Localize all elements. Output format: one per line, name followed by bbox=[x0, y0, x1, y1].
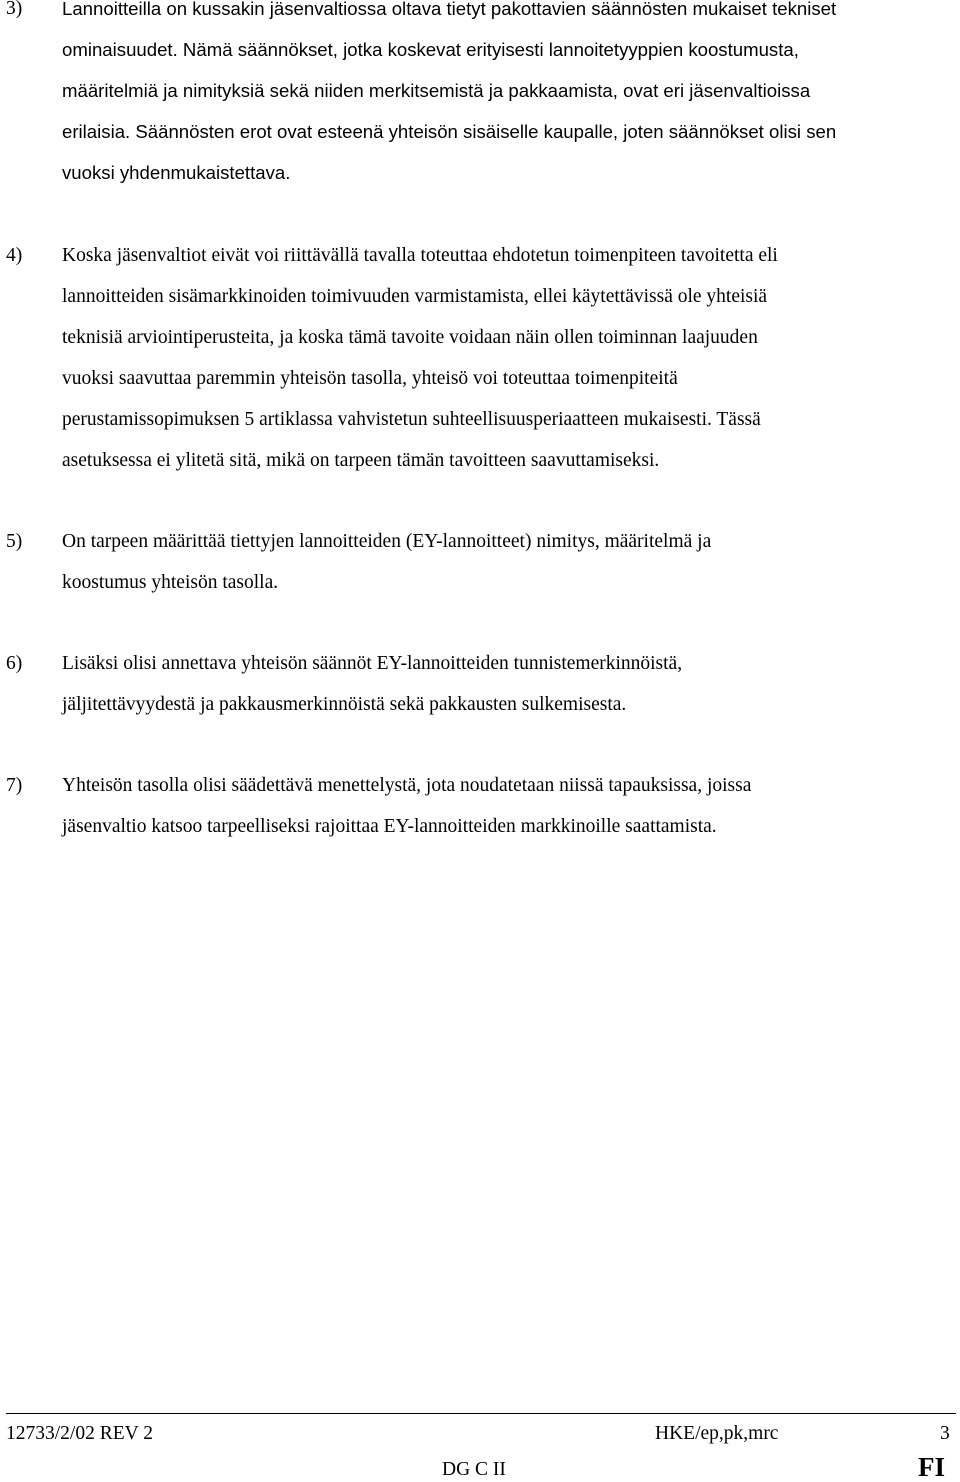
paragraph-line: ominaisuudet. Nämä säännökset, jotka koskevat erityisesti lannoitetyyppien koostumusta, bbox=[62, 39, 799, 60]
paragraph-line: jäljitettävyydestä ja pakkausmerkinnöistä sekä pakkausten sulkemisesta. bbox=[62, 694, 627, 715]
paragraph-line: asetuksessa ei ylitetä sitä, mikä on tarpeen tämän tavoitteen saavuttamiseksi. bbox=[62, 450, 660, 471]
paragraph-line: lannoitteiden sisämarkkinoiden toimivuuden varmistamista, ellei käytettävissä ole yhteisiä bbox=[62, 286, 768, 307]
paragraph-number: 4) bbox=[6, 245, 23, 266]
paragraph-line: vuoksi yhdenmukaistettava. bbox=[62, 162, 291, 183]
paragraph-line: teknisiä arviointiperusteita, ja koska tämä tavoite voidaan näin ollen toiminnan laajuuden bbox=[62, 327, 758, 348]
paragraph-line: Lannoitteilla on kussakin jäsenvaltiossa oltava tietyt pakottavien säännösten mukaiset tekniset bbox=[62, 0, 837, 19]
paragraph-number: 5) bbox=[6, 531, 23, 552]
author-initials: HKE/ep,pk,mrc bbox=[655, 1423, 779, 1444]
paragraph-line: Lisäksi olisi annettava yhteisön säännöt EY-lannoitteiden tunnistemerkinnöistä, bbox=[62, 653, 683, 674]
page-number: 3 bbox=[940, 1423, 950, 1444]
paragraph-line: On tarpeen määrittää tiettyjen lannoitteiden (EY-lannoitteet) nimitys, määritelmä ja bbox=[62, 531, 712, 552]
paragraph-line: koostumus yhteisön tasolla. bbox=[62, 572, 279, 593]
paragraph-line: jäsenvaltio katsoo tarpeelliseksi rajoittaa EY-lannoitteiden markkinoille saattamista. bbox=[62, 816, 717, 837]
paragraph-line: määritelmiä ja nimityksiä sekä niiden merkitsemistä ja pakkaamista, ovat eri jäsenvaltioissa bbox=[62, 80, 811, 101]
paragraph-number: 3) bbox=[6, 0, 23, 19]
document-reference: 12733/2/02 REV 2 bbox=[6, 1423, 153, 1444]
paragraph-line: vuoksi saavuttaa paremmin yhteisön tasolla, yhteisö voi toteuttaa toimenpiteitä bbox=[62, 368, 678, 389]
paragraph-number: 7) bbox=[6, 775, 23, 796]
paragraph-line: erilaisia. Säännösten erot ovat esteenä yhteisön sisäiselle kaupalle, joten säännökset olisi sen bbox=[62, 121, 837, 142]
paragraph-line: perustamissopimuksen 5 artiklassa vahvistetun suhteellisuusperiaatteen mukaisesti. Tässä bbox=[62, 409, 761, 430]
footer-divider bbox=[6, 1413, 956, 1414]
directorate-label: DG C II bbox=[442, 1459, 506, 1480]
language-code: FI bbox=[918, 1452, 945, 1482]
paragraph-line: Yhteisön tasolla olisi säädettävä menettelystä, jota noudatetaan niissä tapauksissa, joissa bbox=[62, 775, 752, 796]
paragraph-number: 6) bbox=[6, 653, 23, 674]
paragraph-line: Koska jäsenvaltiot eivät voi riittävällä tavalla toteuttaa ehdotetun toimenpiteen tavoitetta eli bbox=[62, 245, 778, 266]
